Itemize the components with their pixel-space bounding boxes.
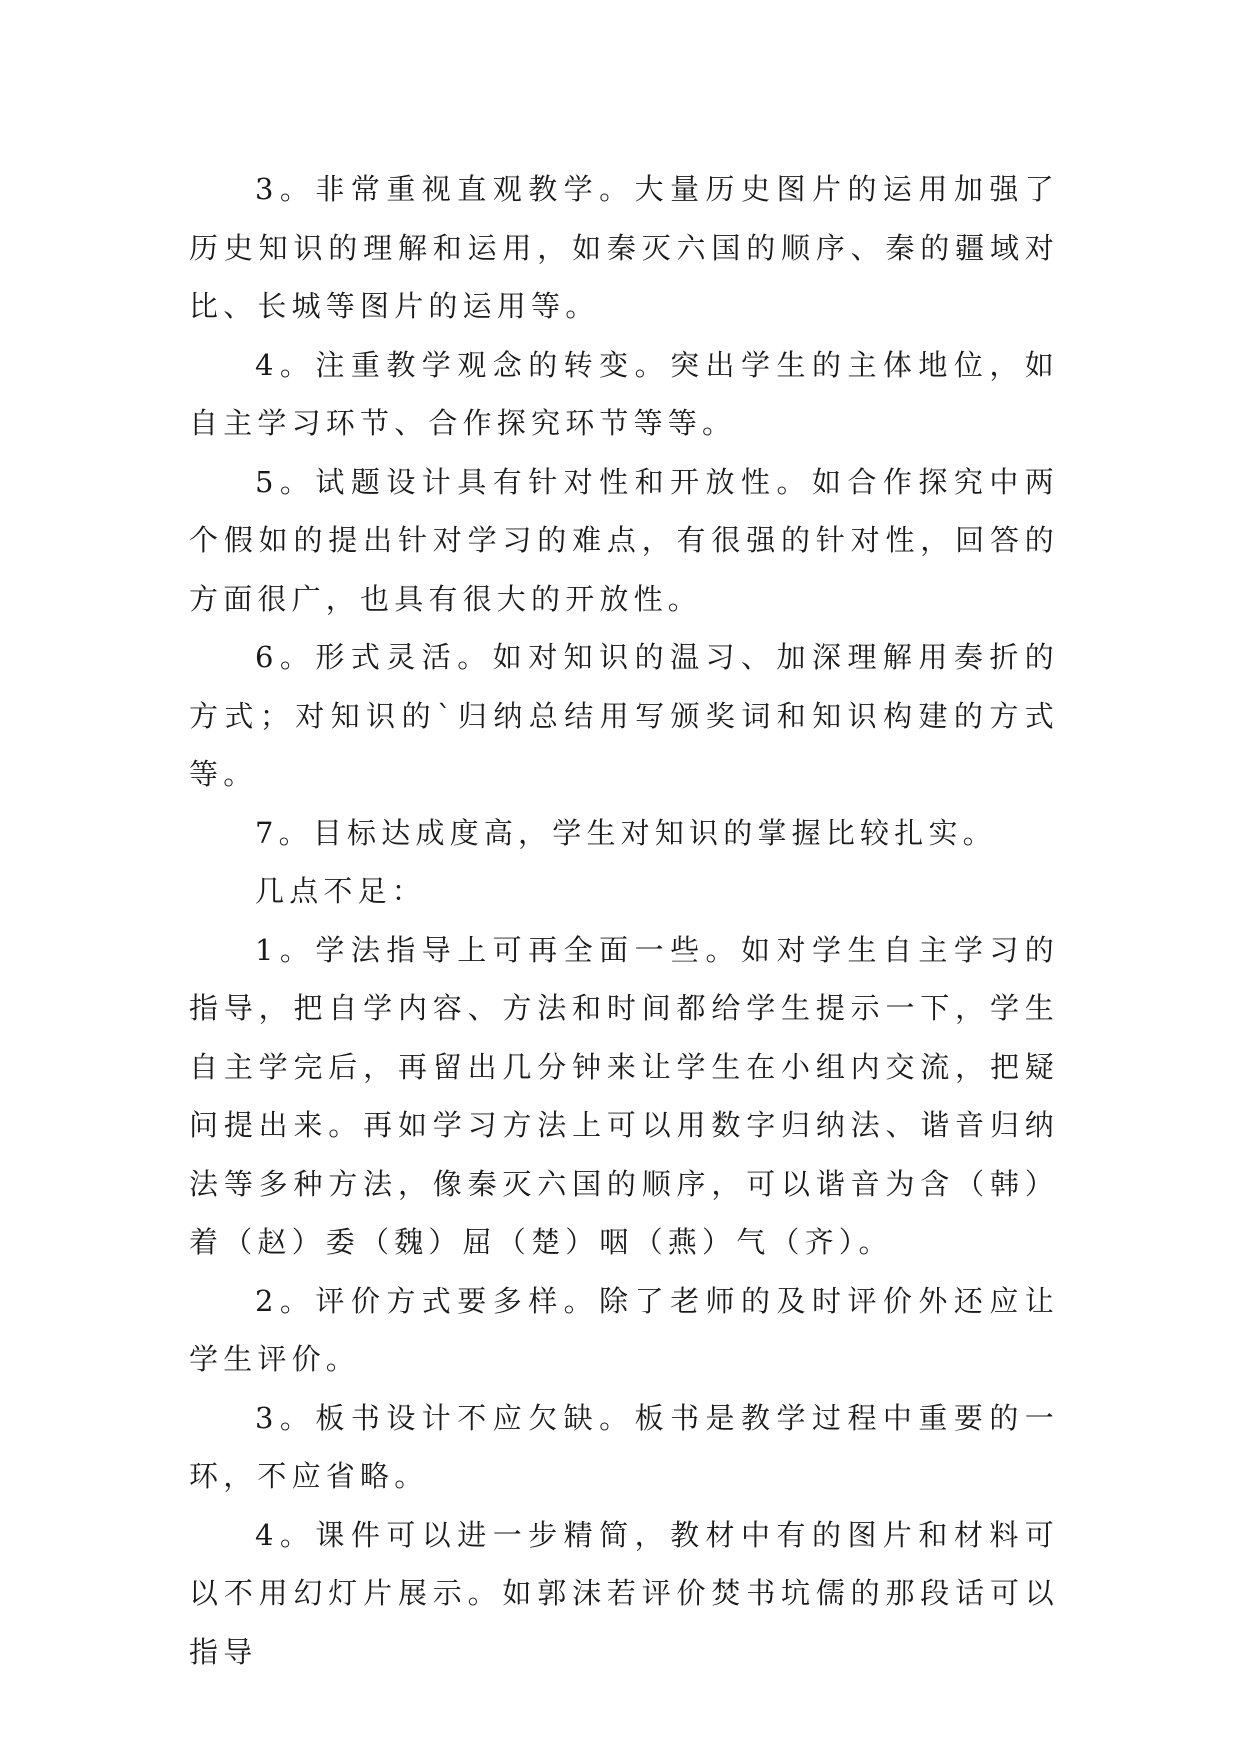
paragraph-strength-7: 7。目标达成度高，学生对知识的掌握比较扎实。 bbox=[255, 815, 997, 850]
paragraph-shortcoming-4: 4。课件可以进一步精简，教材中有的图片和材料可以不用幻灯片展示。如郭沫若评价焚书坑儒的那段话可以指导 bbox=[189, 1517, 1059, 1669]
paragraph-strength-5: 5。试题设计具有针对性和开放性。如合作探究中两个假如的提出针对学习的难点，有很强的针对性，回答的方面很广，也具有很大的开放性。 bbox=[189, 464, 1059, 616]
paragraph-shortcoming-1: 1。学法指导上可再全面一些。如对学生自主学习的指导，把自学内容、方法和时间都给学生提示一下，学生自主学完后，再留出几分钟来让学生在小组内交流，把疑问提出来。再如学习方法上可以用数字归纳法、谐音归纳法等多种方法，像秦灭六国的顺序，可以谐音为含（韩）着（赵）委（魏）屈（楚）咽（燕）气（齐）。 bbox=[189, 932, 1059, 1259]
paragraph-strength-3: 3。非常重视直观教学。大量历史图片的运用加强了历史知识的理解和运用，如秦灭六国的顺序、秦的疆域对比、长城等图片的运用等。 bbox=[189, 172, 1059, 323]
paragraph-shortcoming-2: 2。评价方式要多样。除了老师的及时评价外还应让学生评价。 bbox=[189, 1283, 1059, 1376]
paragraph-strength-6: 6。形式灵活。如对知识的温习、加深理解用奏折的方式；对知识的`归纳总结用写颁奖词和知识构建的方式等。 bbox=[189, 640, 1059, 791]
paragraph-strength-4: 4。注重教学观念的转变。突出学生的主体地位，如自主学习环节、合作探究环节等等。 bbox=[189, 347, 1059, 440]
document-body bbox=[189, 160, 1059, 1681]
paragraph-shortcoming-3: 3。板书设计不应欠缺。板书是教学过程中重要的一环，不应省略。 bbox=[189, 1400, 1059, 1493]
section-heading-shortcomings: 几点不足： bbox=[255, 874, 427, 908]
